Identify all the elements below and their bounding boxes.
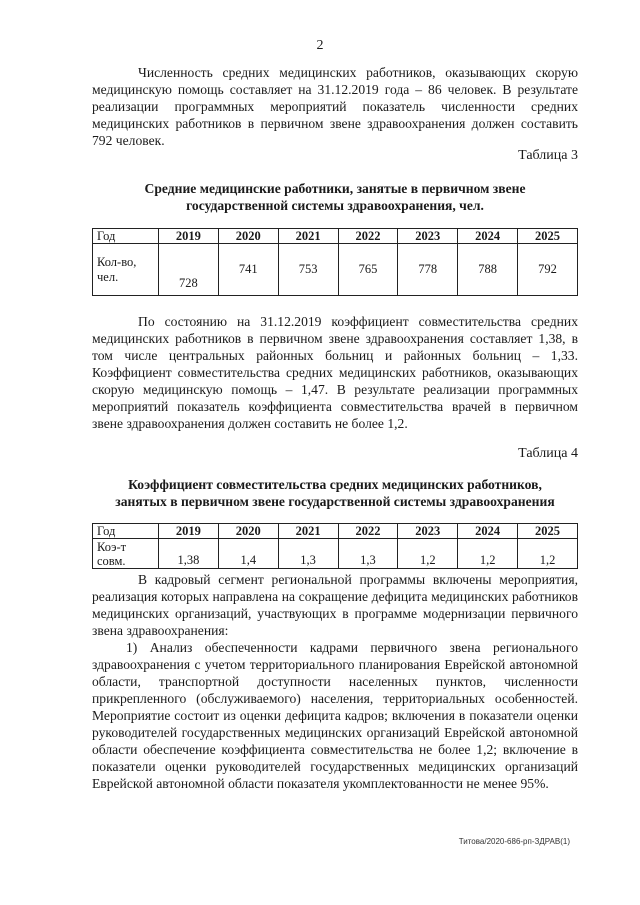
table-4-title-line2: занятых в первичном звене государственной системы здравоохранения: [115, 494, 555, 509]
table-3-row-label-line1: Кол-во,: [97, 254, 137, 269]
paragraph-3: [92, 571, 578, 639]
page-number: 2: [316, 38, 324, 53]
table-3-cell: 788: [458, 244, 518, 296]
table-4-header-cell: 2019: [159, 524, 219, 539]
table-4-row-label-line1: Коэ-т: [97, 539, 127, 554]
table-4-row-label-line2: совм.: [97, 553, 126, 568]
table-3-cell: 728: [159, 244, 219, 296]
table-3-label: Таблица 3: [518, 148, 578, 163]
table-3-cell: 753: [278, 244, 338, 296]
paragraph-1-text: Численность средних медицинских работников, оказывающих скорую медицинскую помощь составляет на 31.12.2019 года – 86 человек. В результате реализации программных мероприятий показатель численности средних медицинских работников в первичном звене здравоохранения должен составить 792 человек.: [92, 65, 578, 148]
table-3: [92, 228, 578, 296]
table-3-header-cell: 2023: [398, 229, 458, 244]
paragraph-4: [92, 639, 578, 792]
table-4-header-cell: 2025: [518, 524, 578, 539]
table-4-title: [92, 476, 578, 510]
table-4-header-cell: 2021: [278, 524, 338, 539]
table-3-data-row: [93, 244, 578, 296]
table-4-header-cell: 2024: [458, 524, 518, 539]
table-4-header-row: [93, 524, 578, 539]
table-3-header-cell: Год: [93, 229, 159, 244]
table-3-row-label: [93, 244, 159, 296]
table-3-title-line1: Средние медицинские работники, занятые в первичном звене: [144, 181, 526, 196]
table-4-row-label: [93, 539, 159, 569]
table-4-cell: 1,3: [278, 539, 338, 569]
table-3-header-cell: 2024: [458, 229, 518, 244]
document-footer-code: Титова/2020-686-рп-ЗДРАВ(1): [458, 837, 570, 846]
table-3-row-label-line2: чел.: [97, 269, 119, 284]
table-4-cell: 1,2: [398, 539, 458, 569]
paragraph-1: [92, 64, 578, 149]
table-3-title-line2: государственной системы здравоохранения, чел.: [186, 198, 484, 213]
table-4-header-cell: 2020: [218, 524, 278, 539]
table-3-header-cell: 2025: [518, 229, 578, 244]
table-4-cell: 1,3: [338, 539, 398, 569]
table-4-cell: 1,38: [159, 539, 219, 569]
table-3-cell: 741: [218, 244, 278, 296]
table-3-header-cell: 2020: [218, 229, 278, 244]
paragraph-3-text: В кадровый сегмент региональной программы включены мероприятия, реализация которых направлена на сокращение дефицита медицинских работников медицинских организаций, участвующих в программе модернизации первичного звена здравоохранения:: [92, 572, 578, 638]
paragraph-2: [92, 313, 578, 432]
table-4-title-line1: Коэффициент совместительства средних медицинских работников,: [128, 477, 542, 492]
table-3-header-cell: 2019: [159, 229, 219, 244]
table-4-cell: 1,2: [518, 539, 578, 569]
table-4-data-row: [93, 539, 578, 569]
table-3-header-row: [93, 229, 578, 244]
table-3-header-cell: 2022: [338, 229, 398, 244]
table-4-label: Таблица 4: [518, 446, 578, 461]
table-4-header-cell: Год: [93, 524, 159, 539]
table-3-cell: 778: [398, 244, 458, 296]
table-4-header-cell: 2022: [338, 524, 398, 539]
table-3-cell: 765: [338, 244, 398, 296]
table-4-header-cell: 2023: [398, 524, 458, 539]
paragraph-2-text: По состоянию на 31.12.2019 коэффициент совместительства средних медицинских работников в первичном звене здравоохранения составляет 1,38, в том числе центральных районных больниц и районных больниц – 1,33. Коэффициент совместительства средних медицинских работников, оказывающих скорую медицинскую помощь – 1,47. В результате реализации программных мероприятий показатель коэффициента совместительства врачей в первичном звене здравоохранения должен составить не более 1,2.: [92, 314, 578, 431]
table-3-header-cell: 2021: [278, 229, 338, 244]
table-3-title: [92, 180, 578, 214]
table-4: [92, 523, 578, 569]
table-3-cell: 792: [518, 244, 578, 296]
table-4-cell: 1,2: [458, 539, 518, 569]
paragraph-4-text: 1) Анализ обеспеченности кадрами первичного звена регионального здравоохранения с учетом территориального планирования Еврейской автономной области, транспортной доступности населенных пунктов, численности прикрепленного (обслуживаемого) населения, территориальных особенностей. Мероприятие состоит из оценки дефицита кадров; включения в показатели оценки руководителей государственных медицинских организаций Еврейской автономной области обеспечение коэффициента совместительства не более 1,2; включение в показатели оценки руководителей государственных медицинских организаций Еврейской автономной области показателя укомплектованности не менее 95%.: [92, 640, 578, 791]
table-4-cell: 1,4: [218, 539, 278, 569]
